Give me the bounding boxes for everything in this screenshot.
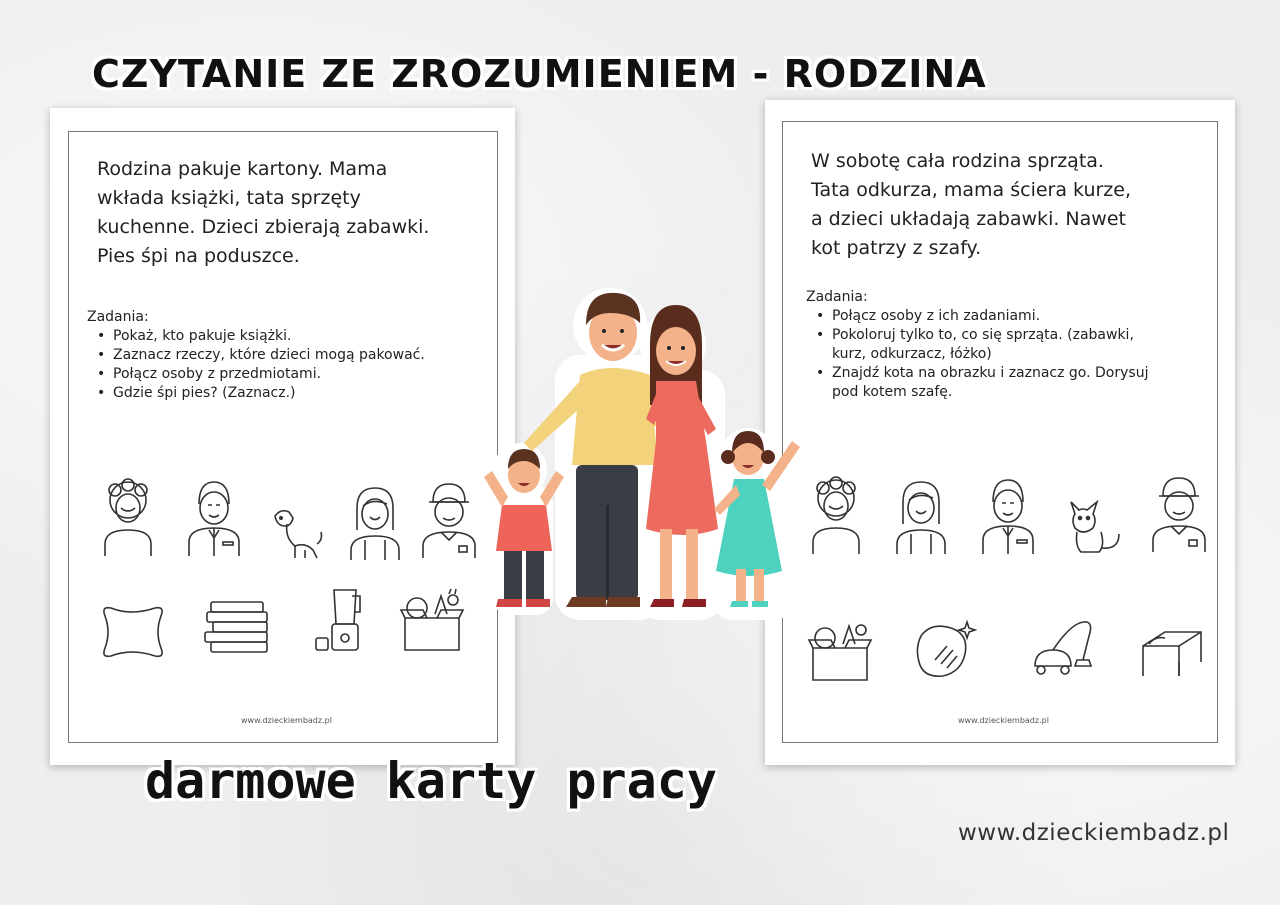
grandmother-icon bbox=[807, 476, 865, 556]
books-icon bbox=[203, 598, 273, 658]
task-item-continued: kurz, odkurzacz, łóżko) bbox=[832, 346, 992, 362]
tasks-section bbox=[806, 288, 1148, 402]
grandfather-icon bbox=[185, 478, 243, 558]
tasks-section bbox=[87, 308, 425, 403]
tasks-heading: Zadania: bbox=[87, 309, 149, 325]
grandfather-icon bbox=[979, 476, 1037, 556]
story-line: kuchenne. Dzieci zbierają zabawki. bbox=[97, 216, 430, 238]
story-line: Tata odkurza, mama ściera kurze, bbox=[811, 179, 1132, 201]
story-line: kot patrzy z szafy. bbox=[811, 237, 982, 259]
worksheet-border bbox=[782, 121, 1218, 743]
site-url: www.dzieckiembadz.pl bbox=[958, 820, 1230, 846]
footer-url: www.dzieckiembadz.pl bbox=[958, 716, 1049, 725]
task-item: • Połącz osoby z przedmiotami. bbox=[95, 365, 425, 384]
task-item: • Znajdź kota na obrazku i zaznacz go. Dorysuj bbox=[814, 364, 1148, 383]
family-illustration bbox=[480, 285, 810, 625]
page-title: CZYTANIE ZE ZROZUMIENIEM - RODZINA bbox=[92, 52, 987, 96]
story-line: Pies śpi na poduszce. bbox=[97, 245, 300, 267]
girl-icon bbox=[347, 484, 403, 560]
pillow-icon bbox=[99, 602, 165, 658]
task-item: • Gdzie śpi pies? (Zaznacz.) bbox=[95, 384, 425, 403]
task-item: • Pokoloruj tylko to, co się sprząta. (zabawki, bbox=[814, 326, 1148, 345]
toy-box-icon bbox=[399, 588, 465, 654]
toy-box-icon bbox=[807, 618, 873, 684]
dog-icon bbox=[271, 504, 323, 560]
story-text bbox=[811, 147, 1131, 263]
story-text bbox=[97, 155, 429, 271]
grandmother-icon bbox=[99, 478, 157, 558]
task-item-continued: pod kotem szafę. bbox=[832, 384, 953, 400]
boy-icon bbox=[419, 480, 479, 560]
vacuum-icon bbox=[1027, 616, 1097, 684]
boy-icon bbox=[1149, 474, 1209, 554]
dusting-hand-icon bbox=[911, 616, 981, 684]
worksheet-border bbox=[68, 131, 498, 743]
task-item: • Pokaż, kto pakuje książki. bbox=[95, 327, 425, 346]
blender-icon bbox=[312, 586, 368, 656]
task-item: • Zaznacz rzeczy, które dzieci mogą pakować. bbox=[95, 346, 425, 365]
story-line: a dzieci układają zabawki. Nawet bbox=[811, 208, 1126, 230]
task-item: • Połącz osoby z ich zadaniami. bbox=[814, 307, 1148, 326]
worksheet-left bbox=[50, 108, 515, 765]
subtitle: darmowe karty pracy bbox=[145, 752, 717, 810]
story-line: W sobotę cała rodzina sprząta. bbox=[811, 150, 1104, 172]
footer-url: www.dzieckiembadz.pl bbox=[241, 716, 332, 725]
story-line: Rodzina pakuje kartony. Mama bbox=[97, 158, 388, 180]
bed-icon bbox=[1139, 622, 1205, 682]
worksheet-right bbox=[765, 100, 1235, 765]
story-line: wkłada książki, tata sprzęty bbox=[97, 187, 361, 209]
girl-icon bbox=[893, 478, 949, 554]
tasks-heading: Zadania: bbox=[806, 289, 868, 305]
cat-icon bbox=[1063, 492, 1125, 556]
